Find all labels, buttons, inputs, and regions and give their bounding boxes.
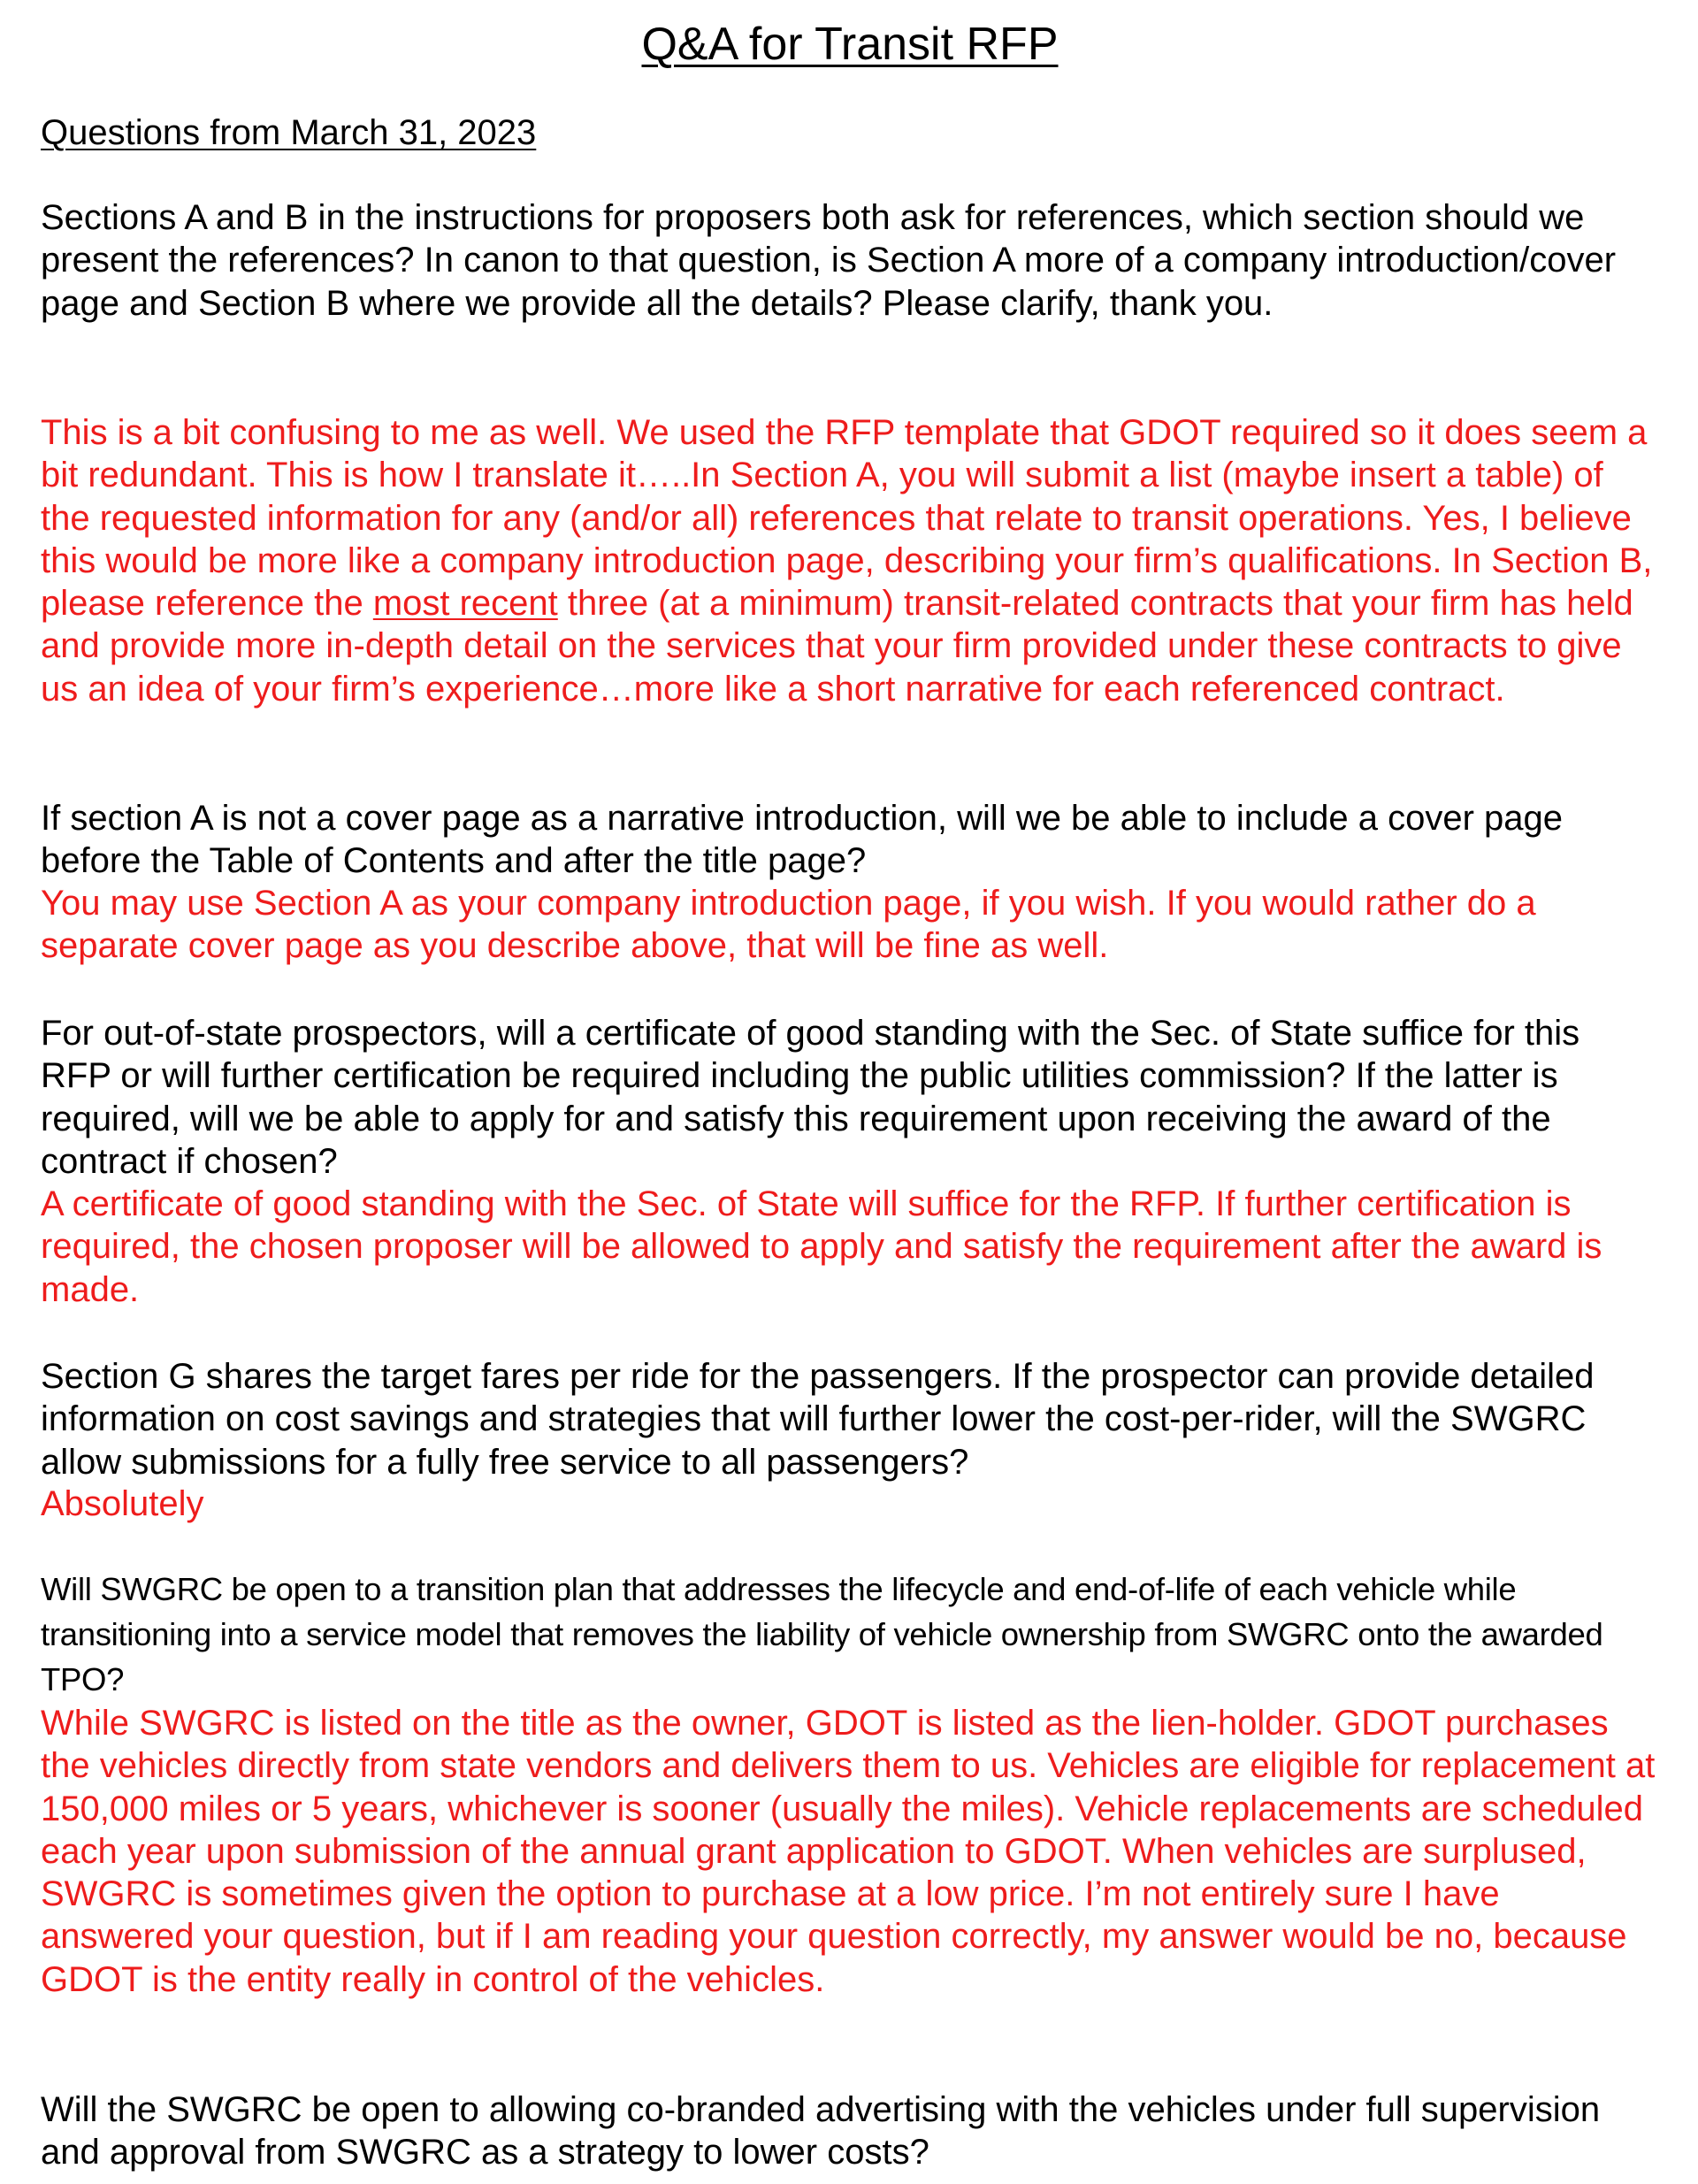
answer-1-part-1: This is a bit confusing to me as well. We used the RFP template that GDOT required so it does seem a bit redundant. This is how I translate it…..In Section A, you will submit a list (maybe insert a table) of the requested information for any (and/or all) references that relate to transit operations. Yes, I believe this would be more like a company introduction page, describing your firm’s qualifications. In Section B, please reference the <box>41 413 1653 624</box>
answer-1-part-2: three (at a minimum) transit-related contracts that your firm has held and provide more in-depth detail on the services that your firm provided under these contracts to give us an idea of your firm’s experience…more like a short narrative for each referenced contract. <box>41 584 1633 709</box>
question-2: If section A is not a cover page as a narrative introduction, will we be able to include a cover page before the Table of Contents and after the title page? <box>41 799 1564 881</box>
question-6: Will the SWGRC be open to allowing co-branded advertising with the vehicles under full supervision and approval from SWGRC as a strategy to lower costs? <box>41 2090 1601 2173</box>
question-1: Sections A and B in the instructions for proposers both ask for references, which section should we present the references? In canon to that question, is Section A more of a company introduction/cover page and Section B where we provide all the details? Please clarify, thank you. <box>41 198 1617 323</box>
question-4: Section G shares the target fares per ride for the passengers. If the prospector can provide detailed information on cost savings and strategies that will further lower the cost-per-rider, will the SWGRC allow submissions for a fully free service to all passengers? <box>41 1357 1595 1482</box>
document-title-text: Q&A for Transit RFP <box>641 19 1059 70</box>
answer-4: Absolutely <box>41 1484 204 1523</box>
question-5: Will SWGRC be open to a transition plan that addresses the lifecycle and end-of-life of each vehicle while transitioning into a service model that removes the liability of vehicle ownership from SWGRC onto the awarded TPO? <box>41 1571 1603 1697</box>
answer-2: You may use Section A as your company introduction page, if you wish. If you would rather do a separate cover page as you describe above, that will be fine as well. <box>41 884 1536 966</box>
document-title <box>41 18 1659 71</box>
question-3: For out-of-state prospectors, will a certificate of good standing with the Sec. of State suffice for this RFP or will further certification be required including the public utilities commission? If the latter is required, will we be able to apply for and satisfy this requirement upon receiving the award of the contract if chosen? <box>41 1014 1580 1181</box>
answer-1-emphasis: most recent <box>372 584 558 624</box>
section-heading: Questions from March 31, 2023 <box>41 113 537 152</box>
answer-1 <box>41 411 1659 710</box>
answer-3: A certificate of good standing with the Sec. of State will suffice for the RFP. If further certification is required, the chosen proposer will be allowed to apply and satisfy the requirement after the award is made. <box>41 1184 1602 1309</box>
answer-5: While SWGRC is listed on the title as the owner, GDOT is listed as the lien-holder. GDOT purchases the vehicles directly from state vendors and delivers them to us. Vehicles are eligible for replacement at 150,000 miles or 5 years, whichever is sooner (usually the miles). Vehicle replacements are scheduled each year upon submission of the annual grant application to GDOT. When vehicles are surplused, SWGRC is sometimes given the option to purchase at a low price. I’m not entirely sure I have answered your question, but if I am reading your question correctly, my answer would be no, because GDOT is the entity really in control of the vehicles. <box>41 1704 1656 1999</box>
